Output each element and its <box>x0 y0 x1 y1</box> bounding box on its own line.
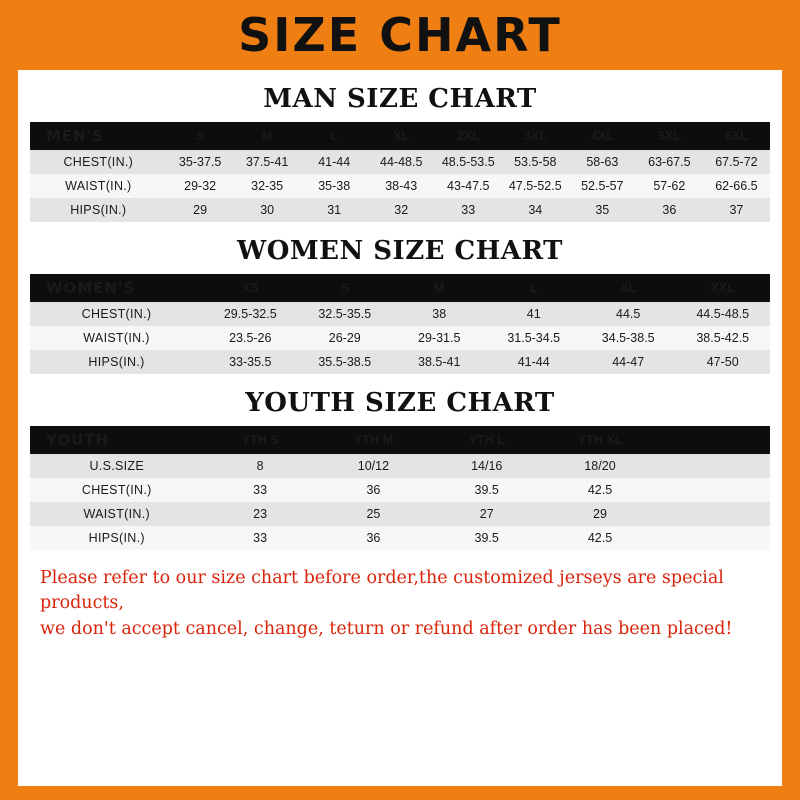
col-header-xl: XL <box>581 274 675 302</box>
section-youth <box>30 388 770 550</box>
cell: 37 <box>703 198 770 222</box>
table-row <box>30 122 770 150</box>
col-header-yth-l: YTH L <box>430 426 543 454</box>
col-header-l: L <box>486 274 580 302</box>
col-header-5xl: 5XL <box>636 122 703 150</box>
section-title-youth: YOUTH SIZE CHART <box>245 388 555 418</box>
cell: 18/20 <box>543 454 656 478</box>
table-row <box>30 478 770 502</box>
cell: 37.5-41 <box>234 150 301 174</box>
cell: 27 <box>430 502 543 526</box>
cell: 35-37.5 <box>167 150 234 174</box>
cell: 47-50 <box>675 350 770 374</box>
cell: 39.5 <box>430 526 543 550</box>
cell: 36 <box>317 526 430 550</box>
col-header-yth-xl: YTH XL <box>543 426 656 454</box>
cell: 42.5 <box>543 526 656 550</box>
row-label-waist: WAIST(IN.) <box>30 174 167 198</box>
cell: 38-43 <box>368 174 435 198</box>
table-youth-head <box>30 426 770 454</box>
cell: 63-67.5 <box>636 150 703 174</box>
row-label-chest: CHEST(IN.) <box>30 302 203 326</box>
col-header-youth: YOUTH <box>30 426 203 454</box>
cell: 29-32 <box>167 174 234 198</box>
table-row <box>30 150 770 174</box>
row-label-waist: WAIST(IN.) <box>30 502 203 526</box>
cell: 44.5 <box>581 302 675 326</box>
col-header-yth-m: YTH M <box>317 426 430 454</box>
cell: 31.5-34.5 <box>486 326 580 350</box>
cell: 41-44 <box>301 150 368 174</box>
cell: 30 <box>234 198 301 222</box>
table-row <box>30 302 770 326</box>
table-row <box>30 198 770 222</box>
cell: 32.5-35.5 <box>298 302 392 326</box>
cell: 10/12 <box>317 454 430 478</box>
cell: 23 <box>203 502 316 526</box>
row-label-chest: CHEST(IN.) <box>30 150 167 174</box>
cell: 36 <box>636 198 703 222</box>
table-row <box>30 454 770 478</box>
table-youth-body <box>30 454 770 550</box>
cell: 33 <box>435 198 502 222</box>
cell: 43-47.5 <box>435 174 502 198</box>
cell <box>657 478 770 502</box>
cell: 44-48.5 <box>368 150 435 174</box>
table-row <box>30 174 770 198</box>
footer-note-line1: Please refer to our size chart before order,the customized jerseys are special products, <box>40 568 724 614</box>
cell: 34.5-38.5 <box>581 326 675 350</box>
cell: 52.5-57 <box>569 174 636 198</box>
cell: 44.5-48.5 <box>675 302 770 326</box>
cell: 47.5-52.5 <box>502 174 569 198</box>
table-youth <box>30 426 770 550</box>
col-header-m: M <box>392 274 486 302</box>
col-header-m: M <box>234 122 301 150</box>
table-row <box>30 350 770 374</box>
cell: 33 <box>203 478 316 502</box>
cell <box>657 454 770 478</box>
cell: 14/16 <box>430 454 543 478</box>
row-label-hips: HIPS(IN.) <box>30 350 203 374</box>
cell: 38.5-42.5 <box>675 326 770 350</box>
col-header-3xl: 3XL <box>502 122 569 150</box>
cell: 29-31.5 <box>392 326 486 350</box>
cell: 35 <box>569 198 636 222</box>
cell: 23.5-26 <box>203 326 297 350</box>
cell: 39.5 <box>430 478 543 502</box>
table-women-head <box>30 274 770 302</box>
cell: 25 <box>317 502 430 526</box>
col-header-2xl: 2XL <box>435 122 502 150</box>
footer-note-line2: we don't accept cancel, change, teturn or refund after order has been placed! <box>40 618 733 639</box>
table-row <box>30 526 770 550</box>
cell <box>657 526 770 550</box>
cell: 36 <box>317 478 430 502</box>
cell: 8 <box>203 454 316 478</box>
table-row <box>30 326 770 350</box>
table-man <box>30 122 770 222</box>
table-row <box>30 274 770 302</box>
section-title-women: WOMEN SIZE CHART <box>237 236 563 266</box>
cell: 41 <box>486 302 580 326</box>
cell: 57-62 <box>636 174 703 198</box>
cell: 42.5 <box>543 478 656 502</box>
col-header-xxl: XXL <box>675 274 770 302</box>
footer-note <box>30 566 770 642</box>
col-header-mens: MEN'S <box>30 122 167 150</box>
row-label-chest: CHEST(IN.) <box>30 478 203 502</box>
cell: 62-66.5 <box>703 174 770 198</box>
row-label-waist: WAIST(IN.) <box>30 326 203 350</box>
row-label-hips: HIPS(IN.) <box>30 526 203 550</box>
cell: 26-29 <box>298 326 392 350</box>
cell: 53.5-58 <box>502 150 569 174</box>
col-header-xl: XL <box>368 122 435 150</box>
page-title: SIZE CHART <box>238 8 562 62</box>
cell: 41-44 <box>486 350 580 374</box>
table-women <box>30 274 770 374</box>
cell: 38 <box>392 302 486 326</box>
col-header-blank <box>657 426 770 454</box>
col-header-yth-s: YTH S <box>203 426 316 454</box>
col-header-s: S <box>298 274 392 302</box>
col-header-l: L <box>301 122 368 150</box>
cell: 29.5-32.5 <box>203 302 297 326</box>
col-header-6xl: 6XL <box>703 122 770 150</box>
section-title-man: MAN SIZE CHART <box>263 84 537 114</box>
cell: 34 <box>502 198 569 222</box>
cell: 35.5-38.5 <box>298 350 392 374</box>
cell: 33-35.5 <box>203 350 297 374</box>
cell: 48.5-53.5 <box>435 150 502 174</box>
cell: 32 <box>368 198 435 222</box>
cell: 67.5-72 <box>703 150 770 174</box>
row-label-hips: HIPS(IN.) <box>30 198 167 222</box>
cell: 29 <box>167 198 234 222</box>
cell: 29 <box>543 502 656 526</box>
table-row <box>30 426 770 454</box>
col-header-s: S <box>167 122 234 150</box>
cell <box>657 502 770 526</box>
content-area <box>18 84 782 642</box>
row-label-us-size: U.S.SIZE <box>30 454 203 478</box>
cell: 33 <box>203 526 316 550</box>
header-banner <box>0 0 800 70</box>
table-man-body <box>30 150 770 222</box>
cell: 58-63 <box>569 150 636 174</box>
col-header-xs: XS <box>203 274 297 302</box>
section-women <box>30 236 770 374</box>
table-man-head <box>30 122 770 150</box>
col-header-womens: WOMEN'S <box>30 274 203 302</box>
cell: 44-47 <box>581 350 675 374</box>
cell: 38.5-41 <box>392 350 486 374</box>
cell: 35-38 <box>301 174 368 198</box>
cell: 31 <box>301 198 368 222</box>
table-row <box>30 502 770 526</box>
col-header-4xl: 4XL <box>569 122 636 150</box>
section-man <box>30 84 770 222</box>
cell: 32-35 <box>234 174 301 198</box>
bottom-strip <box>0 786 800 800</box>
table-women-body <box>30 302 770 374</box>
